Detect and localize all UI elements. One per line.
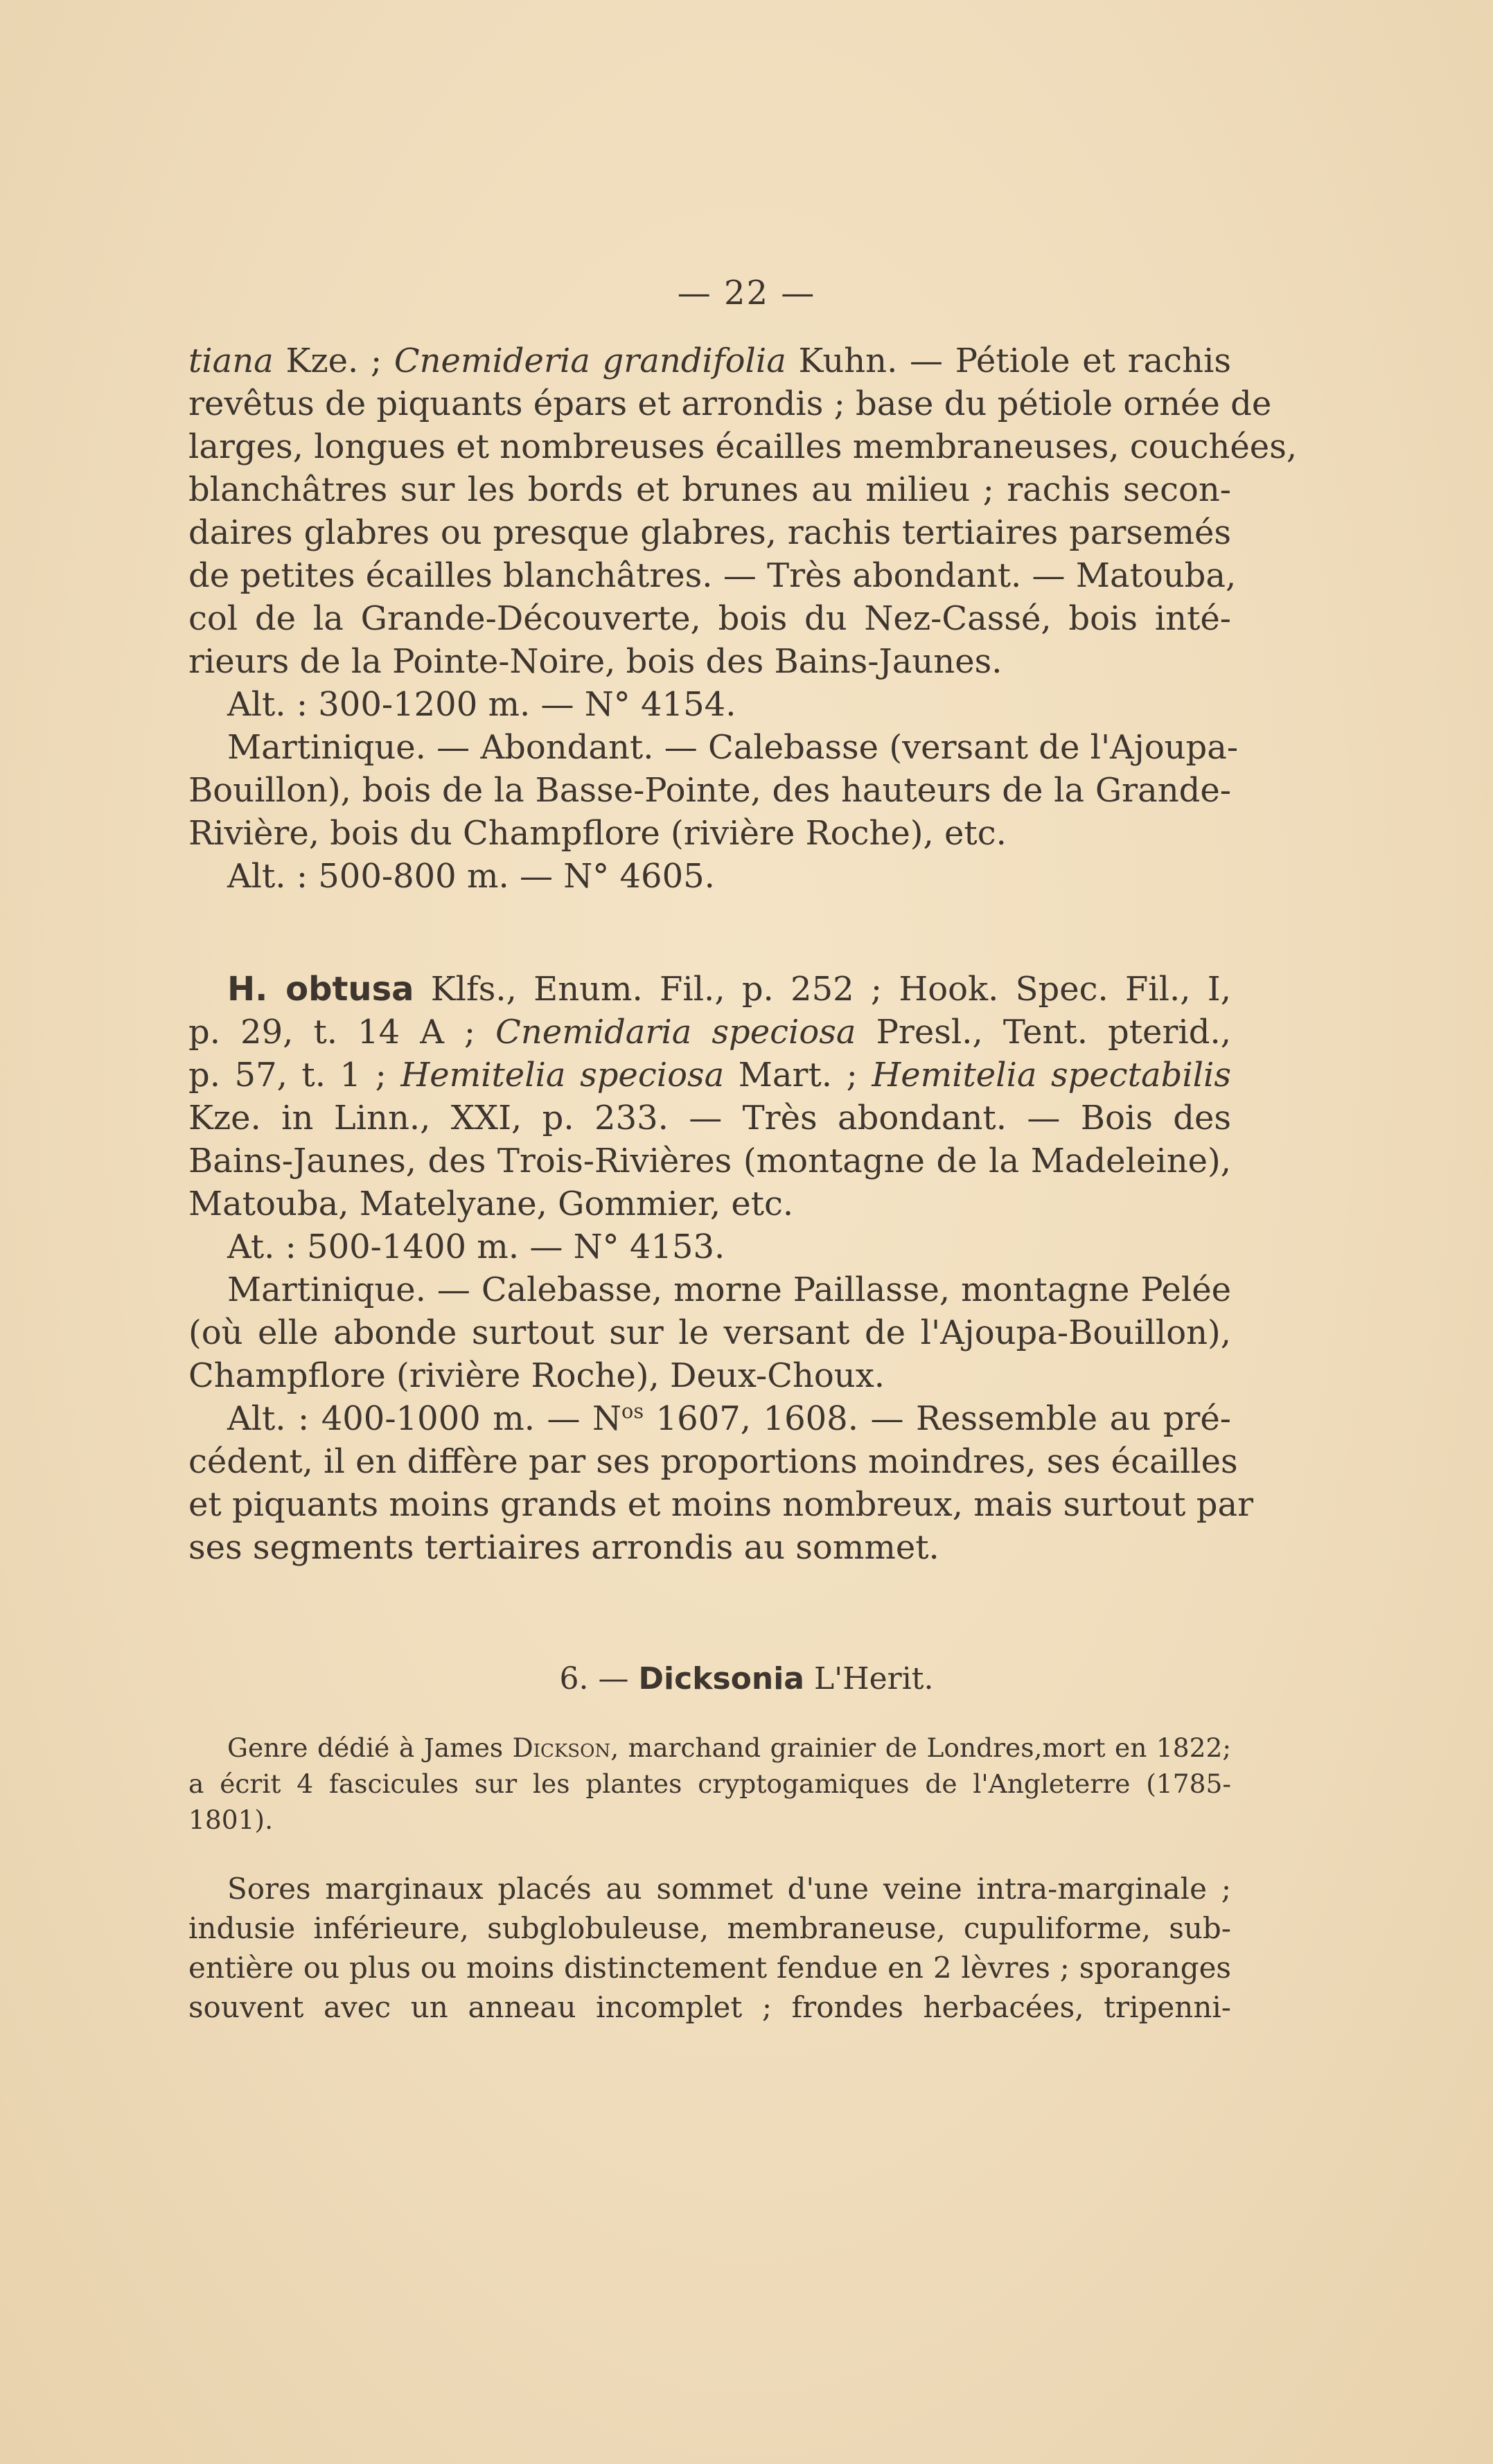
- italic-synonym: Cnemideria grandifolia: [394, 342, 786, 380]
- genus-number: 6. —: [559, 1661, 639, 1696]
- species-name: H. obtusa: [227, 970, 414, 1009]
- genus-dedication: [188, 1730, 1231, 1838]
- altitude-text: Alt. : 400-1000 m. — N: [227, 1399, 621, 1438]
- text-line: entière ou plus ou moins distinctement fendue en 2 lèvres ; sporanges: [188, 1951, 1231, 1985]
- text-line: et piquants moins grands et moins nombreux, mais surtout par: [188, 1485, 1254, 1524]
- dedication-text: Genre dédié à James: [227, 1732, 513, 1763]
- altitude-line: [188, 1397, 1231, 1440]
- text-line: de petites écailles blanchâtres. — Très abondant. — Matouba,: [188, 556, 1237, 595]
- author-abbr: Kze. ;: [273, 342, 394, 380]
- genus-author: L'Herit.: [804, 1661, 934, 1696]
- citation-text: Klfs., Enum. Fil., p. 252 ; Hook. Spec. Fil., I,: [414, 970, 1231, 1009]
- text-line: larges, longues et nombreuses écailles membraneuses, couchées,: [188, 427, 1298, 466]
- italic-epithet: tiana: [188, 342, 274, 380]
- text-line: (où elle abonde surtout sur le versant de l'Ajoupa-Bouillon),: [188, 1313, 1231, 1352]
- text-line: Rivière, bois du Champflore (rivière Roche), etc.: [188, 814, 1007, 853]
- genus-name: Dicksonia: [638, 1661, 804, 1696]
- italic-synonym: Hemitelia speciosa: [400, 1056, 725, 1094]
- genus-heading: [0, 1661, 1493, 1696]
- text-line: Martinique. — Calebasse, morne Paillasse, montagne Pelée: [227, 1270, 1231, 1309]
- description-text: Kuhn. — Pétiole et rachis: [786, 342, 1232, 380]
- text-line: [188, 339, 1231, 382]
- text-line: Matouba, Matelyane, Gommier, etc.: [188, 1185, 794, 1223]
- text-line: Martinique. — Abondant. — Calebasse (versant de l'Ajoupa-: [227, 728, 1239, 767]
- text-line: [188, 1054, 1231, 1097]
- text-line: rieurs de la Pointe-Noire, bois des Bains-Jaunes.: [188, 642, 1002, 681]
- text-line: cédent, il en diffère par ses proportions moindres, ses écailles: [188, 1442, 1238, 1481]
- text-line: Kze. in Linn., XXI, p. 233. — Très abondant. — Bois des: [188, 1099, 1231, 1137]
- section-hemitelia-obtusa: [188, 968, 1254, 1569]
- section-cyathea-continuation: [188, 339, 1298, 898]
- text-line: col de la Grande-Découverte, bois du Nez-Cassé, bois inté-: [188, 599, 1231, 638]
- text-line: a écrit 4 fascicules sur les plantes cryptogamiques de l'Angleterre (1785-: [188, 1769, 1231, 1799]
- text-line: Sores marginaux placés au sommet d'une veine intra-marginale ;: [227, 1872, 1231, 1906]
- text-line: 1801).: [188, 1805, 273, 1835]
- altitude-text: 1607, 1608. — Ressemble au pré-: [644, 1399, 1231, 1438]
- text-line: ses segments tertiaires arrondis au sommet.: [188, 1528, 939, 1567]
- text-line: revêtus de piquants épars et arrondis ; base du pétiole ornée de: [188, 384, 1272, 423]
- text-line: daires glabres ou presque glabres, rachis tertiaires parsemés: [188, 513, 1231, 552]
- text-line: Bains-Jaunes, des Trois-Rivières (montagne de la Madeleine),: [188, 1142, 1231, 1180]
- page-number: — 22 —: [677, 274, 816, 312]
- citation-text: p. 57, t. 1 ;: [188, 1056, 401, 1094]
- text-line: indusie inférieure, subglobuleuse, membraneuse, cupuliforme, sub-: [188, 1911, 1231, 1945]
- citation-text: Presl., Tent. pterid.,: [856, 1013, 1231, 1052]
- citation-text: p. 29, t. 14 A ;: [188, 1013, 496, 1052]
- text-line: Bouillon), bois de la Basse-Pointe, des hauteurs de la Grande-: [188, 771, 1231, 810]
- text-line: [188, 1011, 1231, 1054]
- italic-synonym: Hemitelia spectabilis: [872, 1056, 1232, 1094]
- genus-description: [188, 1869, 1231, 2027]
- altitude-line: At. : 500-1400 m. — N° 4153.: [227, 1227, 725, 1266]
- text-line: blanchâtres sur les bords et brunes au milieu ; rachis secon-: [188, 470, 1231, 509]
- altitude-line: Alt. : 300-1200 m. — N° 4154.: [227, 685, 736, 724]
- dedication-text: , marchand grainier de Londres,mort en 1822;: [610, 1732, 1231, 1763]
- person-name: Dickson: [512, 1732, 611, 1763]
- altitude-line: Alt. : 500-800 m. — N° 4605.: [227, 857, 715, 896]
- numero-plural: os: [621, 1399, 644, 1423]
- text-line: souvent avec un anneau incomplet ; frondes herbacées, tripenni-: [188, 1990, 1231, 2024]
- text-line: [188, 1730, 1231, 1766]
- species-entry-line: [188, 968, 1231, 1011]
- citation-text: Mart. ;: [724, 1056, 872, 1094]
- italic-synonym: Cnemidaria speciosa: [495, 1013, 856, 1052]
- text-line: Champflore (rivière Roche), Deux-Choux.: [188, 1356, 885, 1395]
